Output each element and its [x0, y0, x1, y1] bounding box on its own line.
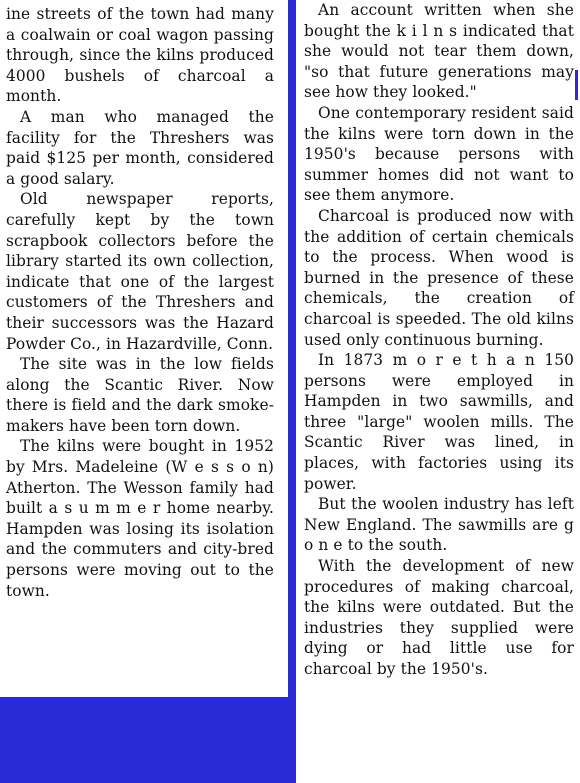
right-paragraph-5: But the woolen industry has left New England. The sawmills are g o n e to the south.: [304, 495, 574, 555]
column-divider: [288, 0, 296, 783]
right-paragraph-2: One contemporary resident said the kilns were torn down in the 1950's because persons with summer homes did not want to see them anymore.: [304, 103, 574, 205]
left-column: [0, 0, 288, 697]
margin-ink-mark: [575, 70, 578, 100]
right-paragraph-1: An account written when she bought the k i l n s indicated that she would not tear them down, "so that future generations may see how they looked.": [304, 1, 574, 102]
right-paragraph-6: With the development of new procedures of making charcoal, the kilns were outdated. But the industries they supplied were dying or had little use for charcoal by the 1950's.: [304, 557, 574, 678]
right-paragraph-4: In 1873 m o r e t h a n 150 persons were employed in Hampden in two sawmills, and three "large" woolen mills. The Scantic River was lined, in places, with factories using its power.: [304, 351, 574, 493]
left-paragraph-5: The kilns were bought in 1952 by Mrs. Madeleine (W e s s o n) Atherton. The Wesson family had built a s u m m e r home nearby. Hampden was losing its isolation and the commuters and city-bred persons were moving out to the town.: [6, 437, 274, 600]
right-column: [296, 0, 580, 783]
left-paragraph-4: The site was in the low fields along the Scantic River. Now there is field and the dark smoke-makers have been torn down.: [6, 355, 274, 435]
left-paragraph-2: A man who managed the facility for the Threshers was paid $125 per month, considered a good salary.: [6, 107, 274, 188]
left-paragraph-3: Old newspaper reports, carefully kept by the town scrapbook collectors before the library started its own collection, indicate that one of the largest customers of the Threshers and their successors was the Hazard Powder Co., in Hazardville, Conn.: [6, 190, 274, 353]
blue-background-region: [0, 697, 296, 783]
left-paragraph-1: ine streets of the town had many a coalwain or coal wagon passing through, since the kilns produced 4000 bushels of charcoal a month.: [6, 5, 274, 106]
right-paragraph-3: Charcoal is produced now with the addition of certain chemicals to the process. When wood is burned in the presence of these chemicals, the creation of charcoal is speeded. The old kilns used only continuous burning.: [304, 206, 574, 349]
